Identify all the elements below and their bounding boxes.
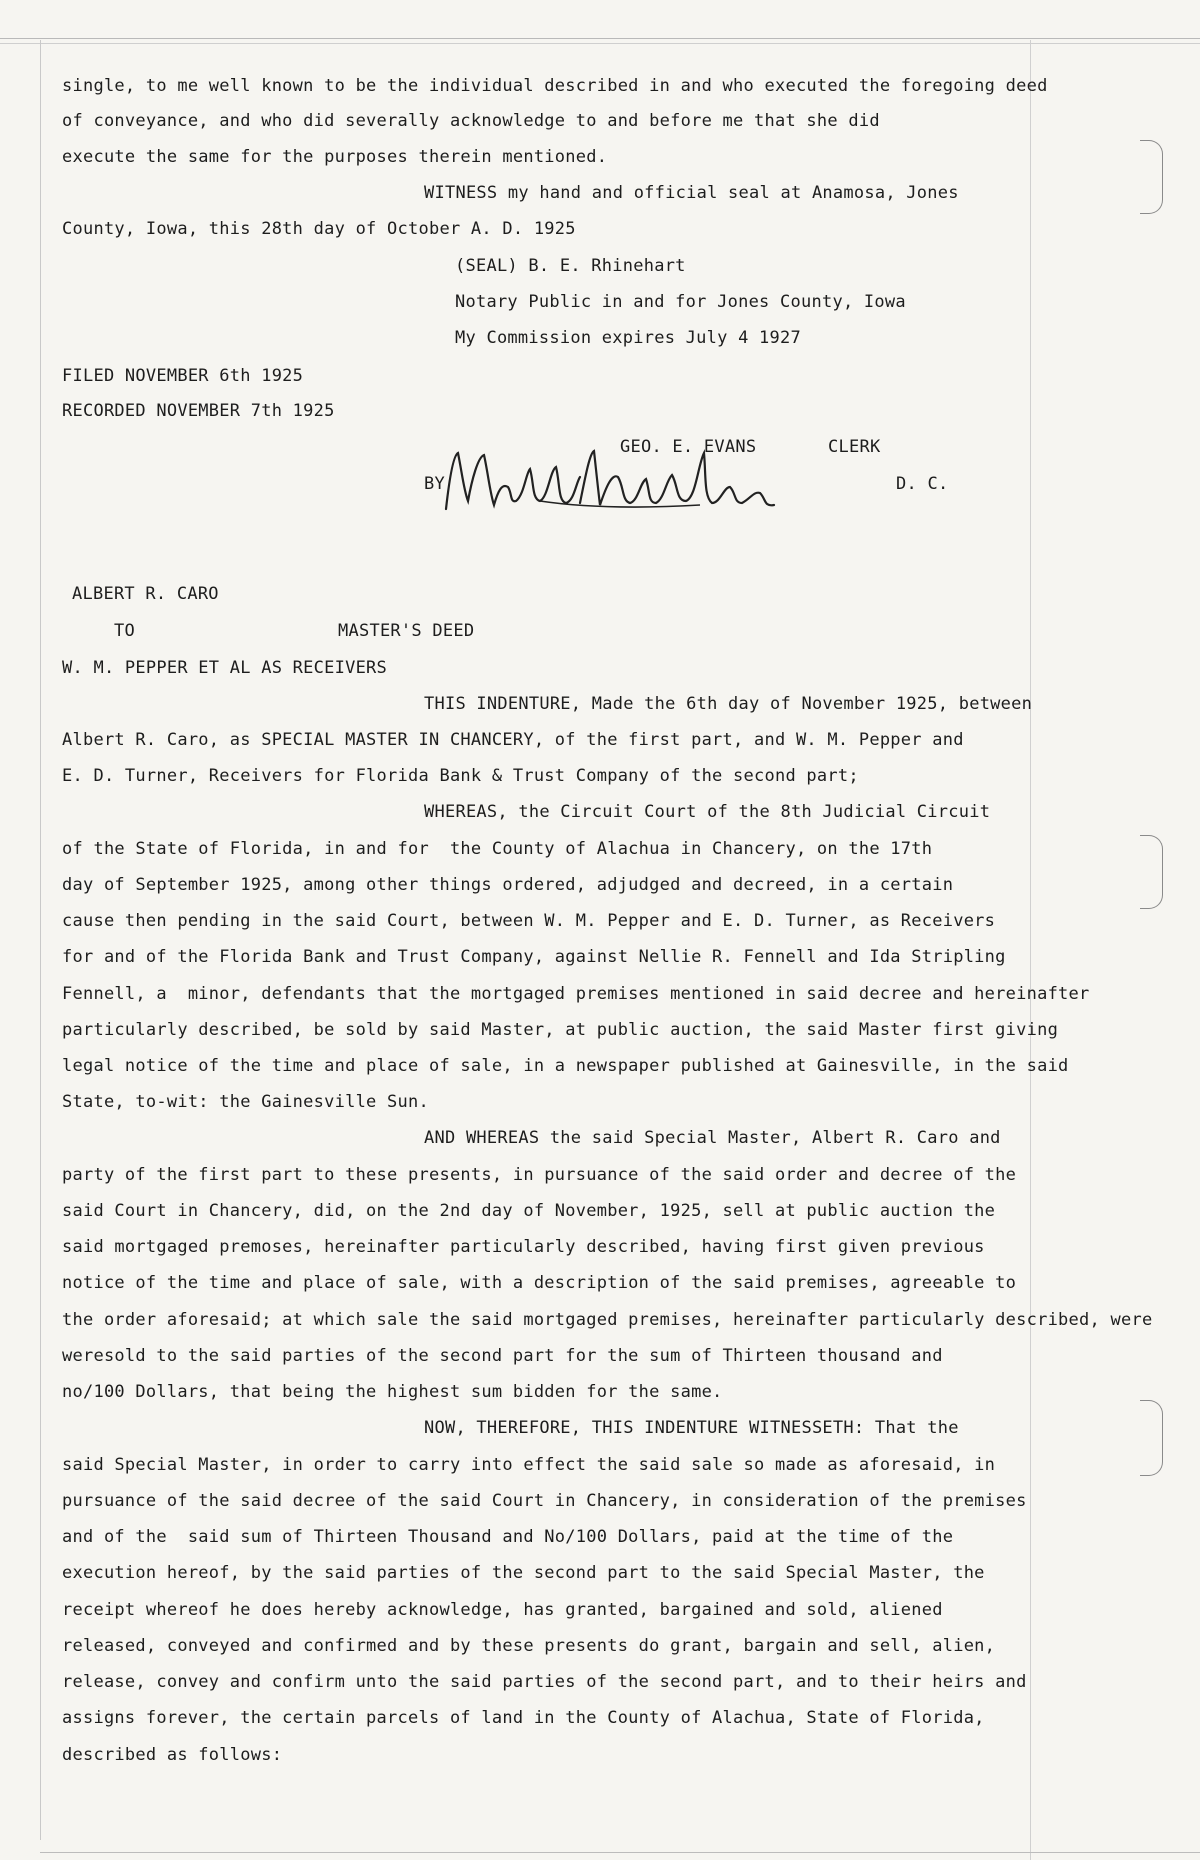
text-line: FILED NOVEMBER 6th 1925	[62, 366, 304, 386]
text-line: (SEAL) B. E. Rhinehart	[455, 256, 686, 276]
text-line: County, Iowa, this 28th day of October A. D. 1925	[62, 219, 576, 239]
left-margin-line	[40, 40, 41, 1840]
text-line: State, to-wit: the Gainesville Sun.	[62, 1092, 429, 1112]
top-rule	[0, 38, 1200, 44]
text-line: day of September 1925, among other things ordered, adjudged and decreed, in a certain	[62, 875, 954, 895]
right-margin-line	[1030, 40, 1031, 1860]
text-line: said Court in Chancery, did, on the 2nd day of November, 1925, sell at public auction the	[62, 1201, 996, 1221]
text-line: release, convey and confirm unto the said parties of the second part, and to their heirs and	[62, 1672, 1027, 1692]
text-line: Albert R. Caro, as SPECIAL MASTER IN CHANCERY, of the first part, and W. M. Pepper and	[62, 730, 964, 750]
text-line: for and of the Florida Bank and Trust Company, against Nellie R. Fennell and Ida Stripling	[62, 947, 1006, 967]
text-line: described as follows:	[62, 1745, 283, 1765]
text-line: and of the said sum of Thirteen Thousand and No/100 Dollars, paid at the time of the	[62, 1527, 954, 1547]
text-line: execute the same for the purposes therein mentioned.	[62, 147, 608, 167]
text-line: THIS INDENTURE, Made the 6th day of November 1925, between	[424, 694, 1033, 714]
text-line: said mortgaged premoses, hereinafter particularly described, having first given previous	[62, 1237, 985, 1257]
text-line: E. D. Turner, Receivers for Florida Bank & Trust Company of the second part;	[62, 766, 859, 786]
text-line: receipt whereof he does hereby acknowledge, has granted, bargained and sold, aliened	[62, 1600, 943, 1620]
margin-bracket	[1140, 1400, 1163, 1476]
text-line: single, to me well known to be the individual described in and who executed the foregoing deed	[62, 76, 1048, 96]
text-line: ALBERT R. CARO	[72, 584, 219, 604]
text-line: execution hereof, by the said parties of the second part to the said Special Master, the	[62, 1563, 985, 1583]
text-line: weresold to the said parties of the second part for the sum of Thirteen thousand and	[62, 1346, 943, 1366]
text-line: BY	[424, 474, 445, 494]
text-line: WHEREAS, the Circuit Court of the 8th Judicial Circuit	[424, 802, 991, 822]
text-line: CLERK	[828, 437, 881, 457]
text-line: pursuance of the said decree of the said Court in Chancery, in consideration of the premises	[62, 1491, 1027, 1511]
bottom-rule	[40, 1852, 1200, 1853]
text-line: no/100 Dollars, that being the highest sum bidden for the same.	[62, 1382, 723, 1402]
text-line: party of the first part to these presents, in pursuance of the said order and decree of the	[62, 1165, 1017, 1185]
text-line: RECORDED NOVEMBER 7th 1925	[62, 401, 335, 421]
text-line: assigns forever, the certain parcels of land in the County of Alachua, State of Florida,	[62, 1708, 985, 1728]
text-line: Fennell, a minor, defendants that the mortgaged premises mentioned in said decree and hereinafter	[62, 984, 1090, 1004]
text-line: notice of the time and place of sale, with a description of the said premises, agreeable to	[62, 1273, 1017, 1293]
text-line: the order aforesaid; at which sale the said mortgaged premises, hereinafter particularly described, were	[62, 1310, 1153, 1330]
text-line: Notary Public in and for Jones County, Iowa	[455, 292, 906, 312]
text-line: released, conveyed and confirmed and by these presents do grant, bargain and sell, alien,	[62, 1636, 996, 1656]
text-line: NOW, THEREFORE, THIS INDENTURE WITNESSETH: That the	[424, 1418, 959, 1438]
text-line: of conveyance, and who did severally acknowledge to and before me that she did	[62, 111, 880, 131]
text-line: GEO. E. EVANS	[620, 437, 757, 457]
text-line: particularly described, be sold by said Master, at public auction, the said Master first giving	[62, 1020, 1059, 1040]
text-line: cause then pending in the said Court, between W. M. Pepper and E. D. Turner, as Receivers	[62, 911, 996, 931]
text-line: W. M. PEPPER ET AL AS RECEIVERS	[62, 658, 388, 678]
margin-bracket	[1140, 835, 1163, 909]
text-line: of the State of Florida, in and for the County of Alachua in Chancery, on the 17th	[62, 839, 933, 859]
text-line: MASTER'S DEED	[338, 621, 475, 641]
text-line: WITNESS my hand and official seal at Anamosa, Jones	[424, 183, 959, 203]
text-line: said Special Master, in order to carry into effect the said sale so made as aforesaid, in	[62, 1455, 996, 1475]
text-line: TO	[114, 621, 135, 641]
text-line: legal notice of the time and place of sale, in a newspaper published at Gainesville, in the said	[62, 1056, 1069, 1076]
signature-mark	[440, 443, 800, 521]
text-line: My Commission expires July 4 1927	[455, 328, 802, 348]
text-line: D. C.	[896, 474, 949, 494]
margin-bracket	[1140, 140, 1163, 214]
text-line: AND WHEREAS the said Special Master, Albert R. Caro and	[424, 1128, 1001, 1148]
